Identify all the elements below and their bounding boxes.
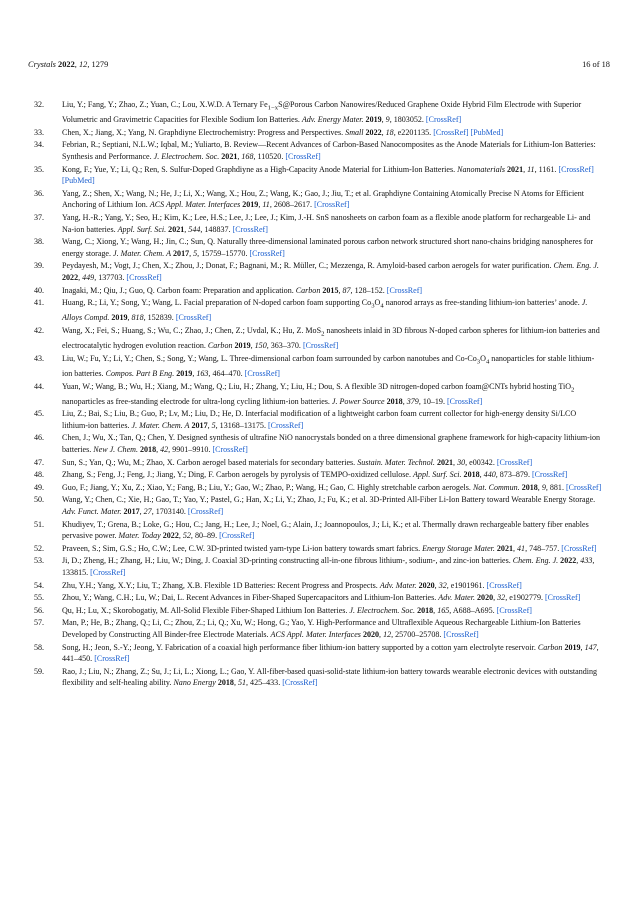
- reference-item: [34, 494, 604, 517]
- reference-item: [34, 188, 604, 211]
- crossref-link[interactable]: [CrossRef]: [446, 396, 483, 406]
- crossref-link[interactable]: [CrossRef]: [249, 248, 285, 258]
- reference-number: 40.: [34, 285, 45, 295]
- reference-text: Rao, J.; Liu, N.; Zhang, Z.; Su, J.; Li, L.; Xiong, L.; Gao, Y. All-fiber-based quasi-solid-state lithium-ion battery towards wearable electronic devices with outstanding flexibility and self-healing ability. Nano Energy 2018, 51, 425–433. [CrossRef]: [62, 666, 598, 688]
- reference-item: [34, 580, 604, 592]
- reference-item: [34, 605, 604, 617]
- reference-text: Ji, D.; Zheng, H.; Zhang, H.; Liu, W.; Ding, J. Coaxial 3D-printing constructing all-in-one fibrous lithium-, sodium-, and zinc-ion batteries. Chem. Eng. J. 2022, 433, 133815. [CrossRef]: [62, 556, 595, 578]
- reference-text: Liu, Z.; Bai, S.; Liu, B.; Guo, P.; Lv, M.; Liu, D.; He, D. Interfacial modification of a lightweight carbon foam current collector for high-energy density Si/LCO lithium-ion batteries. J. Mater. Chem. A 2017, 5, 13168–13175. [CrossRef]: [62, 409, 577, 430]
- journal-citation: [28, 60, 108, 69]
- reference-item: [34, 617, 604, 640]
- reference-number: 58.: [34, 642, 45, 652]
- crossref-link[interactable]: [CrossRef]: [267, 420, 304, 430]
- reference-item: [34, 236, 604, 259]
- crossref-link[interactable]: [CrossRef]: [486, 580, 522, 590]
- crossref-link[interactable]: [CrossRef]: [232, 224, 268, 234]
- crossref-link[interactable]: [CrossRef]: [302, 341, 339, 351]
- crossref-link[interactable]: [CrossRef]: [425, 115, 462, 125]
- crossref-link[interactable]: [CrossRef]: [90, 568, 126, 578]
- reference-item: [34, 543, 604, 555]
- reference-text: Yuan, W.; Wang, B.; Wu, H.; Xiang, M.; Wang, Q.; Liu, H.; Zhang, Y.; Liu, H.; Dou, S. A flexible 3D nitrogen-doped carbon foam@CNTs hybrid hosting TiO$_2$ nanoparticles as free-standing electrode for ultra-long cycling lithium-ion batteries. J. Power Source 2018, 379, 10–19. [CrossRef]: [62, 381, 575, 406]
- reference-text: Guo, F.; Jiang, Y.; Xu, Z.; Xiao, Y.; Fang, B.; Liu, Y.; Gao, W.; Zhao, P.; Wang, H.; Gao, C. Highly stretchable carbon aerogels. Nat. Commun. 2018, 9, 881. [CrossRef]: [62, 482, 602, 492]
- reference-number: 34.: [34, 140, 45, 150]
- reference-text: Zhou, Y.; Wang, C.H.; Lu, W.; Dai, L. Recent Advances in Fiber-Shaped Supercapacitors and Lithium-Ion Batteries. Adv. Mater. 2020, 32, e1902779. [CrossRef]: [62, 593, 581, 603]
- reference-item: [34, 432, 604, 455]
- reference-number: 52.: [34, 543, 45, 553]
- reference-number: 51.: [34, 519, 45, 529]
- crossref-link[interactable]: [CrossRef]: [282, 678, 318, 688]
- reference-number: 50.: [34, 495, 45, 505]
- reference-number: 46.: [34, 433, 45, 443]
- pubmed-link[interactable]: [PubMed]: [470, 127, 504, 137]
- citation-sep-2: ,: [87, 60, 92, 69]
- reference-item: [34, 482, 604, 494]
- reference-item: [34, 666, 604, 689]
- reference-number: 35.: [34, 164, 45, 174]
- reference-item: [34, 457, 604, 469]
- crossref-link[interactable]: [CrossRef]: [187, 507, 224, 517]
- reference-item: [34, 519, 604, 542]
- crossref-link[interactable]: [CrossRef]: [565, 482, 602, 492]
- crossref-link[interactable]: [CrossRef]: [558, 164, 594, 174]
- reference-item: [34, 592, 604, 604]
- reference-list: [34, 99, 604, 690]
- reference-text: Chen, X.; Jiang, X.; Yang, N. Graphdiyne Electrochemistry: Progress and Perspectives. Small 2022, 18, e2201135. [CrossRef] [PubMed]: [62, 127, 504, 137]
- reference-number: 41.: [34, 298, 45, 308]
- journal-name: Crystals: [28, 60, 56, 69]
- reference-item: [34, 642, 604, 665]
- page-header: [28, 60, 610, 69]
- crossref-link[interactable]: [CrossRef]: [244, 368, 280, 378]
- reference-number: 42.: [34, 325, 45, 335]
- reference-number: 55.: [34, 593, 45, 603]
- citation-sep-1: ,: [74, 60, 79, 69]
- reference-text: Khudiyev, T.; Grena, B.; Loke, G.; Hou, C.; Jang, H.; Lee, J.; Noel, G.; Alain, J.; Joannopoulos, J.; Li, K.; et al. Thermally drawn rechargeable battery fiber enables pervasive power. Mater. Today 2022, 52, 80–89. [CrossRef]: [62, 519, 589, 541]
- reference-text: Zhu, Y.H.; Yang, X.Y.; Liu, T.; Zhang, X.B. Flexible 1D Batteries: Recent Progress and Prospects. Adv. Mater. 2020, 32, e1901961. [CrossRef]: [62, 580, 522, 590]
- reference-item: [34, 325, 604, 352]
- reference-number: 32.: [34, 100, 45, 109]
- crossref-link[interactable]: [CrossRef]: [496, 605, 532, 615]
- reference-number: 48.: [34, 470, 45, 480]
- reference-text: Chen, J.; Wu, X.; Tan, Q.; Chen, Y. Designed synthesis of ultrafine NiO nanocrystals bonded on a three dimensional graphene framework for high-capacity lithium-ion batteries. New J. Chem. 2018, 42, 9901–9910. [CrossRef]: [62, 433, 601, 455]
- reference-text: Sun, S.; Yan, Q.; Wu, M.; Zhao, X. Carbon aerogel based materials for secondary batteries. Sustain. Mater. Technol. 2021, 30, e00342. [CrossRef]: [62, 457, 533, 467]
- reference-text: Liu, Y.; Fang, Y.; Zhao, Z.; Yuan, C.; Lou, X.W.D. A Ternary $Fe_{1-x}S@Porous$ Carbon Nanowires/Reduced Graphene Oxide Hybrid Film Electrode with Superior Volumetric and Gravimetric Capacities for Flexible Sodium Ion Batteries. Adv. Energy Mater. 2019, 9, 1803052. [CrossRef]: [62, 100, 582, 125]
- reference-number: 39.: [34, 261, 45, 271]
- reference-number: 43.: [34, 353, 45, 363]
- reference-number: 45.: [34, 409, 45, 419]
- reference-number: 53.: [34, 556, 45, 566]
- reference-item: [34, 555, 604, 578]
- crossref-link[interactable]: [CrossRef]: [126, 272, 162, 282]
- crossref-link[interactable]: [CrossRef]: [545, 593, 581, 603]
- reference-item: [34, 260, 604, 283]
- reference-item: [34, 164, 604, 187]
- reference-item: [34, 408, 604, 431]
- reference-text: Kong, F.; Yue, Y.; Li, Q.; Ren, S. Sulfur-Doped Graphdiyne as a High-Capacity Anode Material for Lithium-Ion Batteries. Nanomaterials 2021, 11, 1161. [CrossRef] [PubMed]: [62, 164, 594, 186]
- reference-text: Zhang, S.; Feng, J.; Feng, J.; Jiang, Y.; Ding, F. Carbon aerogels by pyrolysis of TEMPO-oxidized cellulose. Appl. Surf. Sci. 2018, 440, 873–879. [CrossRef]: [62, 470, 568, 480]
- reference-number: 36.: [34, 188, 45, 198]
- reference-item: [34, 139, 604, 162]
- crossref-link[interactable]: [CrossRef]: [285, 151, 321, 161]
- journal-volume: 12: [78, 60, 88, 69]
- page-number: 16 of 18: [582, 60, 610, 69]
- reference-text: Inagaki, M.; Qiu, J.; Guo, Q. Carbon foam: Preparation and application. Carbon 2015, 87, 128–152. [CrossRef]: [62, 285, 423, 295]
- crossref-link[interactable]: [CrossRef]: [443, 629, 479, 639]
- reference-item: [34, 127, 604, 139]
- crossref-link[interactable]: [CrossRef]: [175, 313, 212, 323]
- crossref-link[interactable]: [CrossRef]: [561, 543, 597, 553]
- reference-text: Liu, W.; Fu, Y.; Li, Y.; Chen, S.; Song, Y.; Wang, L. Three-dimensional carbon foam surrounded by carbon nanotubes and $Co-Co_3O_4$ nanoparticles for stable lithium-ion batteries. Compos. Part B Eng. 2019, 163, 464–470. [CrossRef]: [62, 353, 595, 378]
- reference-item: [34, 212, 604, 235]
- reference-number: 44.: [34, 381, 45, 391]
- reference-text: Wang, Y.; Chen, C.; Xie, H.; Gao, T.; Yao, Y.; Pastel, G.; Han, X.; Li, Y.; Zhao, J.; Fu, K.; et al. 3D-Printed All-Fiber Li-Ion Battery toward Wearable Energy Storage. Adv. Funct. Mater. 2017, 27, 1703140. [CrossRef]: [62, 495, 596, 517]
- reference-number: 38.: [34, 237, 45, 247]
- reference-text: Song, H.; Jeon, S.-Y.; Jeong, Y. Fabrication of a coaxial high performance fiber lithium-ion battery supported by a cotton yarn electrolyte reservoir. Carbon 2019, 147, 441–450. [CrossRef]: [62, 642, 599, 664]
- reference-text: Praveen, S.; Sim, G.S.; Ho, C.W.; Lee, C.W. 3D-printed twisted yarn-type Li-ion battery towards smart fabrics. Energy Storage Mater. 2021, 41, 748–757. [CrossRef]: [62, 543, 597, 553]
- reference-item: [34, 99, 604, 126]
- crossref-link[interactable]: [CrossRef]: [496, 457, 533, 467]
- reference-number: 37.: [34, 212, 45, 222]
- crossref-link[interactable]: [CrossRef]: [219, 531, 255, 541]
- reference-text: Huang, R.; Li, Y.; Song, Y.; Wang, L. Facial preparation of N-doped carbon foam supporting $Co_3O_4$ nanorod arrays as free-standing lithium-ion batteries’ anode. J. Alloys Compd. 2019, 818, 152839. [CrossRef]: [62, 298, 588, 323]
- reference-item: [34, 469, 604, 481]
- reference-text: Peydayesh, M.; Vogt, J.; Chen, X.; Zhou, J.; Donat, F.; Bagnani, M.; R. Müller, C.; Mezzenga, R. Amyloid-based carbon aerogels for water purification. Chem. Eng. J. 2022, 449, 137703. [CrossRef]: [62, 261, 599, 282]
- journal-year: 2022: [58, 60, 75, 69]
- crossref-link[interactable]: [CrossRef]: [433, 127, 469, 137]
- reference-number: 47.: [34, 457, 45, 467]
- reference-text: Wang, C.; Xiong, Y.; Wang, H.; Jin, C.; Sun, Q. Naturally three-dimensional laminated porous carbon network structured short nano-chains bridging nanospheres for energy storage. J. Mater. Chem. A 2017, 5, 15759–15770. [CrossRef]: [62, 237, 594, 258]
- reference-number: 56.: [34, 605, 45, 615]
- article-number: 1279: [91, 60, 109, 69]
- reference-number: 54.: [34, 580, 45, 590]
- crossref-link[interactable]: [CrossRef]: [212, 445, 248, 455]
- reference-number: 33.: [34, 127, 45, 137]
- crossref-link[interactable]: [CrossRef]: [314, 200, 350, 210]
- reference-text: Febrian, R.; Septiani, N.L.W.; Iqbal, M.; Yuliarto, B. Review—Recent Advances of Carbon-Based Nanocomposites as the Anode Materials for Lithium-Ion Batteries: Synthesis and Performance. J. Electrochem. Soc. 2021, 168, 110520. [CrossRef]: [62, 140, 596, 161]
- crossref-link[interactable]: [CrossRef]: [531, 470, 568, 480]
- reference-item: [34, 297, 604, 324]
- pubmed-link[interactable]: [PubMed]: [62, 176, 95, 186]
- reference-item: [34, 285, 604, 297]
- crossref-link[interactable]: [CrossRef]: [94, 654, 130, 664]
- reference-item: [34, 353, 604, 380]
- reference-text: Yang, Z.; Shen, X.; Wang, N.; He, J.; Li, X.; Wang, X.; Hou, Z.; Wang, K.; Gao, J.; Jiu, T.; et al. Graphdiyne Containing Atomically Precise N Atoms for Efficient Anchoring of Lithium Ion. ACS Appl. Mater. Interfaces 2019, 11, 2608–2617. [CrossRef]: [62, 188, 585, 210]
- reference-text: Yang, H.-R.; Yang, Y.; Seo, H.; Kim, K.; Lee, H.S.; Lee, J.; Lee, J.; Kim, J.-H. SnS nanosheets on carbon foam as a flexible anode platform for rechargeable Li- and Na-ion batteries. Appl. Surf. Sci. 2021, 544, 148837. [CrossRef]: [62, 212, 591, 234]
- reference-text: Wang, X.; Fei, S.; Huang, S.; Wu, C.; Zhao, J.; Chen, Z.; Uvdal, K.; Hu, Z. MoS$_2$ nanosheets inlaid in 3D fibrous N-doped carbon spheres for lithium-ion batteries and electrocatalytic hydrogen evolution reaction. Carbon 2019, 150, 363–370. [CrossRef]: [62, 325, 600, 351]
- reference-number: 57.: [34, 618, 45, 628]
- reference-item: [34, 381, 604, 408]
- reference-text: Qu, H.; Lu, X.; Skorobogatiy, M. All-Solid Flexible Fiber-Shaped Lithium Ion Batteries. J. Electrochem. Soc. 2018, 165, A688–A695. [CrossRef]: [62, 605, 532, 615]
- reference-number: 59.: [34, 666, 45, 676]
- reference-text: Man, P.; He, B.; Zhang, Q.; Li, C.; Zhou, Z.; Li, Q.; Xu, W.; Hong, G.; Yao, Y. High-Performance and Ultraflexible Aqueous Rechargeable Lithium-Ion Batteries Developed by Constructing All Binder-free Electrode Materials. ACS Appl. Mater. Interfaces 2020, 12, 25700–25708. [CrossRef]: [62, 618, 581, 639]
- crossref-link[interactable]: [CrossRef]: [386, 285, 423, 295]
- reference-number: 49.: [34, 482, 45, 492]
